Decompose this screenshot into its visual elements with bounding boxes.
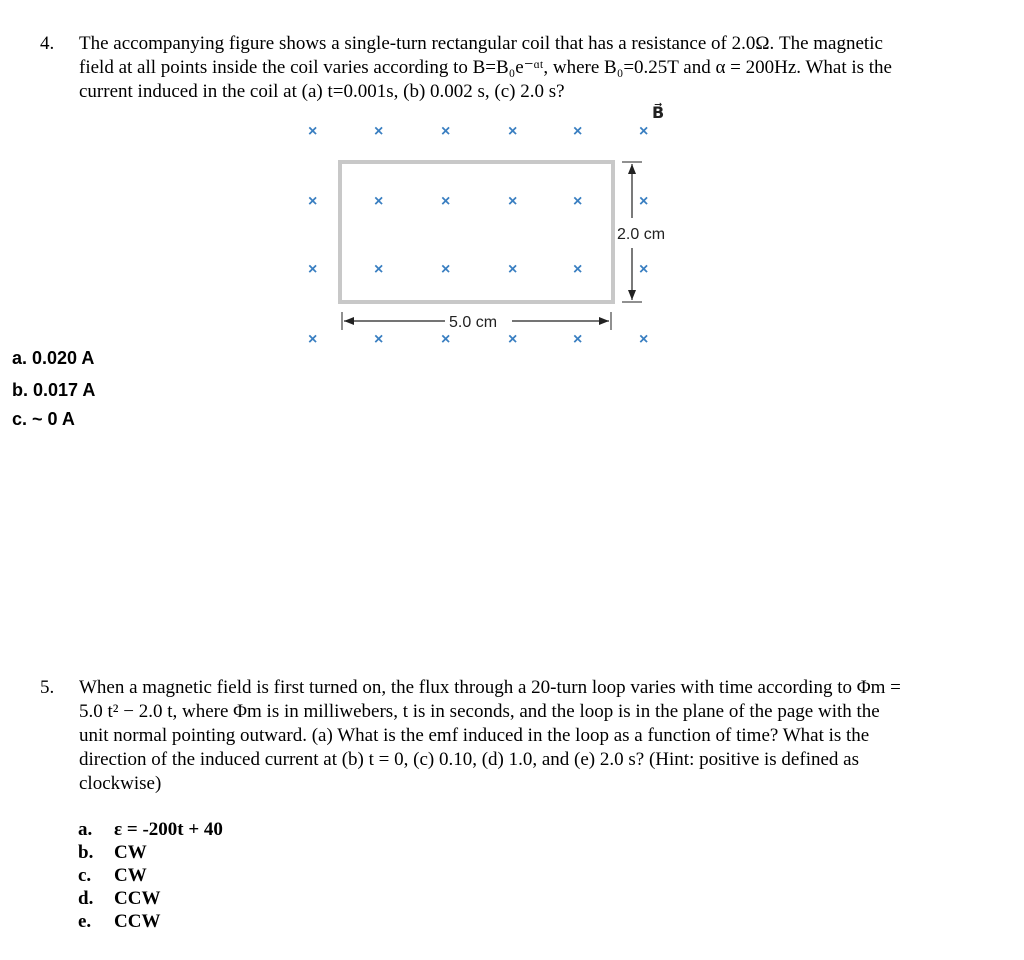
answer-value: CW	[114, 842, 147, 863]
answer-5d	[78, 887, 223, 910]
answer-5e	[78, 910, 223, 933]
x-mark-icon: ×	[573, 123, 583, 140]
x-mark-icon: ×	[374, 331, 384, 348]
height-label: 2.0 cm	[617, 226, 666, 243]
arrow-down-icon	[628, 290, 636, 300]
answer-5b	[78, 841, 223, 864]
x-mark-icon: ×	[508, 261, 518, 278]
answer-value: CW	[114, 865, 147, 886]
x-mark-icon: ×	[573, 331, 583, 348]
answer-value: CCW	[114, 911, 161, 932]
arrow-right-icon	[599, 317, 609, 325]
x-mark-icon: ×	[374, 123, 384, 140]
x-mark-icon: ×	[308, 123, 318, 140]
x-mark-icon: ×	[639, 123, 649, 140]
coil-figure	[290, 100, 690, 350]
height-dimension	[617, 162, 665, 302]
answer-letter: b.	[78, 842, 94, 863]
answer-letter: d.	[78, 888, 94, 909]
x-mark-icon: ×	[639, 331, 649, 348]
x-mark-icon: ×	[508, 331, 518, 348]
x-mark-icon: ×	[441, 193, 451, 210]
answer-letter: a.	[78, 819, 93, 840]
answer-value: ε = -200t + 40	[114, 819, 223, 840]
problem-4-line-3: current induced in the coil at (a) t=0.001s, (b) 0.002 s, (c) 2.0 s?	[79, 81, 565, 102]
problem-4-line-2: field at all points inside the coil varies according to B=B₀e⁻ᵅᵗ, where B₀=0.25T and α = 200Hz. What is the	[79, 57, 892, 78]
x-mark-icon: ×	[374, 261, 384, 278]
x-mark-icon: ×	[308, 331, 318, 348]
x-mark-icon: ×	[639, 261, 649, 278]
problem-5-line-5: clockwise)	[79, 773, 162, 794]
problem-5-line-3: unit normal pointing outward. (a) What is the emf induced in the loop as a function of time? What is the	[79, 725, 870, 746]
x-mark-icon: ×	[308, 261, 318, 278]
x-mark-icon: ×	[573, 193, 583, 210]
problem-4-line-1: The accompanying figure shows a single-turn rectangular coil that has a resistance of 2.0Ω. The magnetic	[79, 33, 883, 54]
x-mark-icon: ×	[374, 193, 384, 210]
width-label: 5.0 cm	[449, 314, 498, 331]
x-mark-icon: ×	[573, 261, 583, 278]
x-mark-icon: ×	[441, 331, 451, 348]
problem-4-number: 4.	[40, 33, 55, 54]
arrow-left-icon	[344, 317, 354, 325]
problem-5-line-2: 5.0 t² − 2.0 t, where Φm is in milliwebers, t is in seconds, and the loop is in the plane of the page with the	[79, 701, 880, 722]
answer-4c: c. ~ 0 A	[12, 409, 75, 429]
answer-value: CCW	[114, 888, 161, 909]
answer-letter: e.	[78, 911, 92, 932]
x-mark-icon: ×	[308, 193, 318, 210]
answer-4b: b. 0.017 A	[12, 380, 96, 400]
x-mark-icon: ×	[441, 261, 451, 278]
problem-5-number: 5.	[40, 677, 55, 698]
answer-letter: c.	[78, 865, 92, 886]
problem-5-line-4: direction of the induced current at (b) t = 0, (c) 0.10, (d) 1.0, and (e) 2.0 s? (Hint: positive is defined as	[79, 749, 859, 770]
problem-5-answers	[78, 818, 223, 933]
x-mark-icon: ×	[441, 123, 451, 140]
answer-5c	[78, 864, 223, 887]
problem-5-line-1: When a magnetic field is first turned on, the flux through a 20-turn loop varies with time according to Φm =	[79, 677, 901, 698]
x-mark-icon: ×	[508, 123, 518, 140]
x-mark-icon: ×	[508, 193, 518, 210]
answer-5a	[78, 818, 223, 841]
width-dimension	[342, 312, 611, 331]
field-b-label: B⃗	[652, 105, 665, 122]
x-mark-icon: ×	[639, 193, 649, 210]
coil-rectangle	[340, 162, 613, 302]
arrow-up-icon	[628, 164, 636, 174]
answer-4a: a. 0.020 A	[12, 348, 95, 368]
